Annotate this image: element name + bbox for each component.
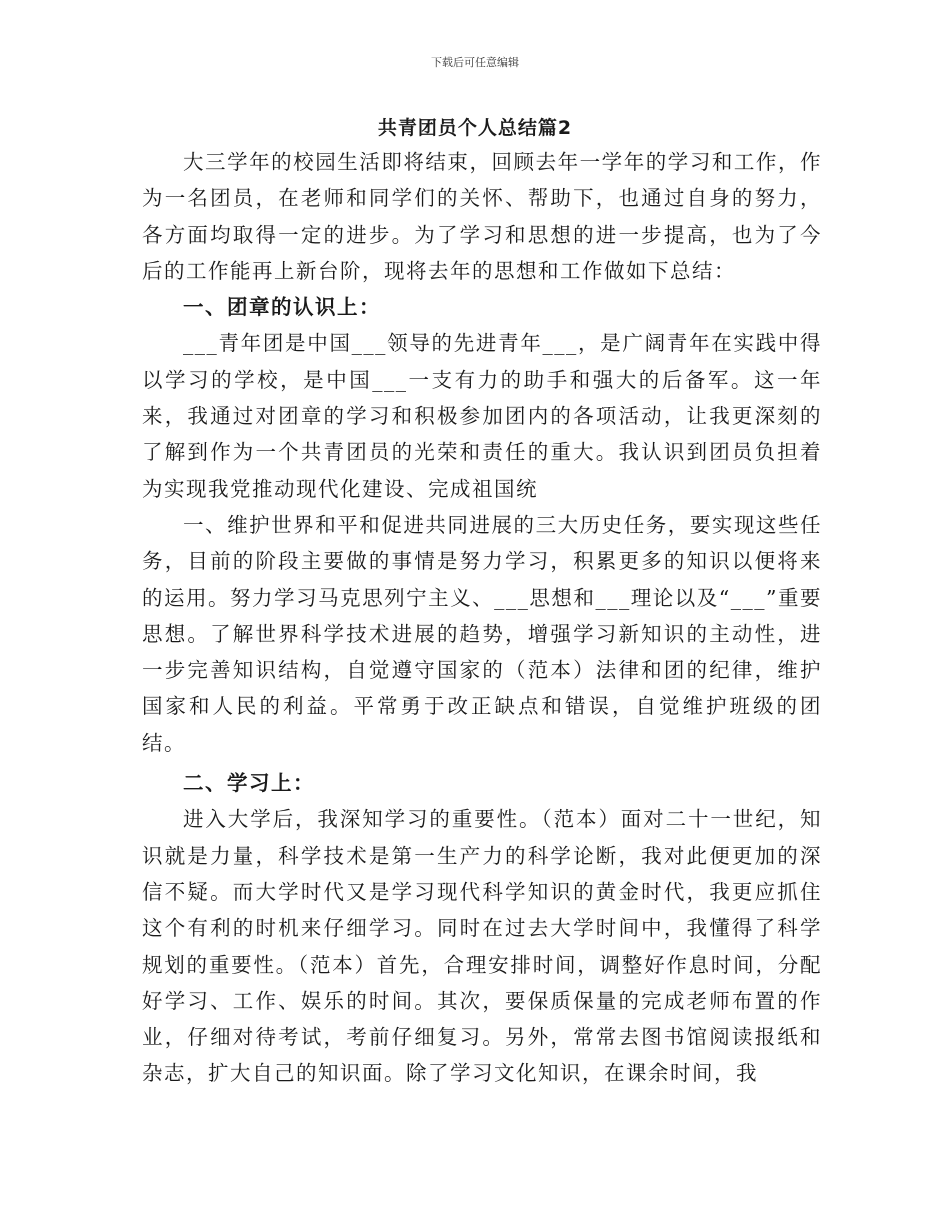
document-title: 共青团员个人总结篇2 [377,117,573,139]
header-note: 下载后可任意编辑 [431,56,519,69]
section-2-heading: 二、学习上： [183,771,315,796]
section-1-heading: 一、团章的认识上： [183,295,381,320]
intro-paragraph: 大三学年的校园生活即将结束，回顾去年一学年的学习和工作，作为一名团员，在老师和同学们的关怀、帮助下，也通过自身的努力，各方面均取得一定的进步。为了学习和思想的进一步提高，也为了今后的工作能再上新台阶，现将去年的思想和工作做如下总结： [142,150,822,283]
section-1-paragraph-1: ___青年团是中国___领导的先进青年___，是广阔青年在实践中得以学习的学校，是中国___一支有力的助手和强大的后备军。这一年来，我通过对团章的学习和积极参加团内的各项活动，让我更深刻的了解到作为一个共青团员的光荣和责任的重大。我认识到团员负担着为实现我党推动现代化建设、完成祖国统 [142,331,822,501]
section-2-paragraph-1: 进入大学后，我深知学习的重要性。（范本）面对二十一世纪，知识就是力量，科学技术是第一生产力的科学论断，我对此便更加的深信不疑。而大学时代又是学习现代科学知识的黄金时代，我更应抓住这个有利的时机来仔细学习。同时在过去大学时间中，我懂得了科学规划的重要性。（范本）首先，合理安排时间，调整好作息时间，分配好学习、工作、娱乐的时间。其次，要保质保量的完成老师布置的作业，仔细对待考试，考前仔细复习。另外，常常去图书馆阅读报纸和杂志，扩大自己的知识面。除了学习文化知识，在课余时间，我 [142,807,822,1086]
document-body [142,144,822,1092]
section-1-paragraph-2: 一、维护世界和平和促进共同进展的三大历史任务，要实现这些任务，目前的阶段主要做的事情是努力学习，积累更多的知识以便将来的运用。努力学习马克思列宁主义、___思想和___理论以及“___”重要思想。了解世界科学技术进展的趋势，增强学习新知识的主动性，进一步完善知识结构，自觉遵守国家的（范本）法律和团的纪律，维护国家和人民的利益。平常勇于改正缺点和错误，自觉维护班级的团结。 [142,512,822,755]
